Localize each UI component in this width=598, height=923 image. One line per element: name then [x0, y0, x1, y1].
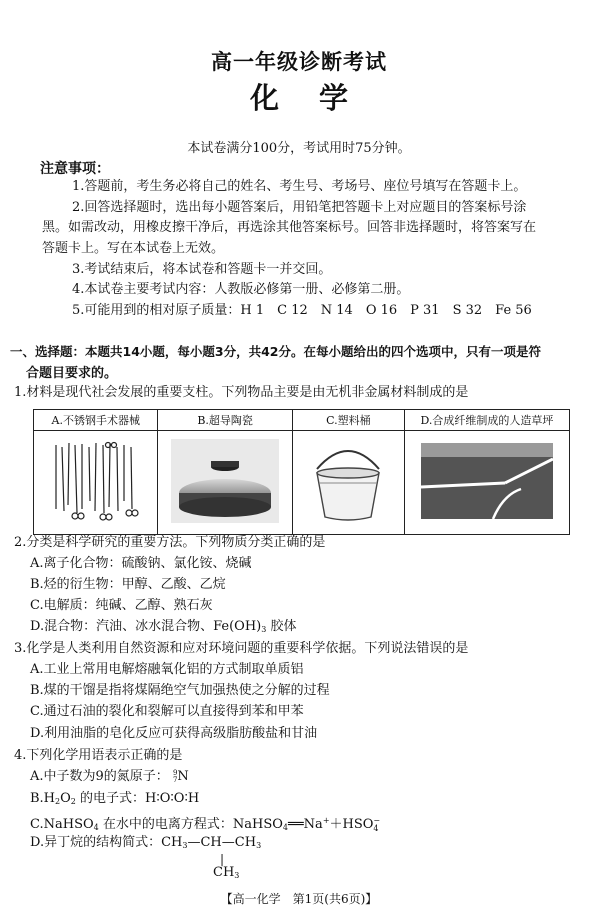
q1-option-b-label: B.超导陶瓷 — [158, 410, 292, 431]
question-2-stem: 2.分类是科学研究的重要方法。下列物质分类正确的是 — [14, 535, 326, 550]
surgical-instruments-icon — [46, 439, 146, 523]
q4-option-b: $B.H_2O_2$ 的电子式：H∶O∶O∶H — [30, 791, 200, 806]
subject-title: 化学 — [249, 81, 388, 115]
exam-info: 本试卷满分100分，考试用时75分钟。 — [187, 141, 411, 156]
q3-option-d: D.利用油脂的皂化反应可获得高级脂肪酸盐和甘油 — [30, 726, 318, 741]
notice-item: 4.本试卷主要考试内容：人教版必修第一册、必修第二册。 — [72, 282, 410, 297]
artificial-turf-icon — [421, 443, 553, 519]
q3-option-b: B.煤的干馏是指将煤隔绝空气加强热使之分解的过程 — [30, 683, 330, 698]
q1-options-table — [33, 409, 570, 535]
q1-option-d-image — [404, 431, 569, 535]
notice-item: 1.答题前，考生务必将自己的姓名、考生号、考场号、座位号填写在答题卡上。 — [72, 179, 527, 194]
exam-title: 高一年级诊断考试 — [211, 50, 387, 74]
q2-option-d: D.混合物：汽油、冰水混合物、$Fe(OH)_3$ 胶体 — [30, 619, 297, 634]
q4-option-c: C.NaHSO$_4$ 在水中的电离方程式：NaHSO$_4$══Na+＋HSO − 4 — [30, 815, 381, 833]
q1-option-d-label: D.合成纤维制成的人造草坪 — [404, 410, 569, 431]
question-4-stem: 4.下列化学用语表示正确的是 — [14, 748, 183, 763]
q2-option-c: C.电解质：纯碱、乙醇、熟石灰 — [30, 598, 213, 613]
notice-item: 2.回答选择题时，选出每小题答案后，用铅笔把答题卡上对应题目的答案标号涂 — [72, 200, 527, 215]
q1-option-a-image — [34, 431, 158, 535]
q3-option-a: A.工业上常用电解熔融氧化铝的方式制取单质铝 — [30, 662, 304, 677]
q1-option-c-image — [292, 431, 404, 535]
notice-item: 答题卡上。写在本试卷上无效。 — [42, 241, 225, 256]
section-heading: 一、选择题：本题共14小题，每小题3分，共42分。在每小题给出的四个选项中，只有一项是符 — [10, 344, 541, 359]
superconducting-ceramic-icon — [171, 439, 279, 523]
q3-option-c: C.通过石油的裂化和裂解可以直接得到苯和甲苯 — [30, 704, 304, 719]
q2-option-a: A.离子化合物：硫酸钠、氯化铵、烧碱 — [30, 556, 252, 571]
q1-option-a-label: A.不锈钢手术器械 — [34, 410, 158, 431]
question-3-stem: 3.化学是人类利用自然资源和应对环境问题的重要科学依据。下列说法错误的是 — [14, 641, 469, 656]
q4-option-d: D.异丁烷的结构简式：$CH_3—CH—CH_3$ — [30, 835, 262, 850]
q1-option-b-image — [158, 431, 292, 535]
page-footer: 【高一化学 第1页(共6页)】 — [220, 892, 378, 906]
q1-option-c-label: C.塑料桶 — [292, 410, 404, 431]
plastic-bucket-icon — [303, 439, 393, 523]
q4-option-a: A.中子数为9的氮原子： 9 7 N — [30, 768, 189, 784]
q4-branch-bar: | — [220, 852, 225, 866]
notice-item: 3.考试结束后，将本试卷和答题卡一并交回。 — [72, 262, 332, 277]
notice-item: 黑。如需改动，用橡皮擦干净后，再选涂其他答案标号。回答非选择题时，将答案写在 — [42, 220, 537, 235]
notice-item: 5.可能用到的相对原子质量：H 1 C 12 N 14 O 16 P 31 S 32 Fe 56 — [72, 303, 532, 318]
question-1-stem: 1.材料是现代社会发展的重要支柱。下列物品主要是由无机非金属材料制成的是 — [14, 385, 469, 400]
notice-title: 注意事项： — [40, 161, 110, 177]
q2-option-b: B.烃的衍生物：甲醇、乙酸、乙烷 — [30, 577, 226, 592]
section-heading-cont: 合题目要求的。 — [26, 366, 118, 381]
q4-branch-methyl: $CH_3$ — [213, 865, 240, 880]
